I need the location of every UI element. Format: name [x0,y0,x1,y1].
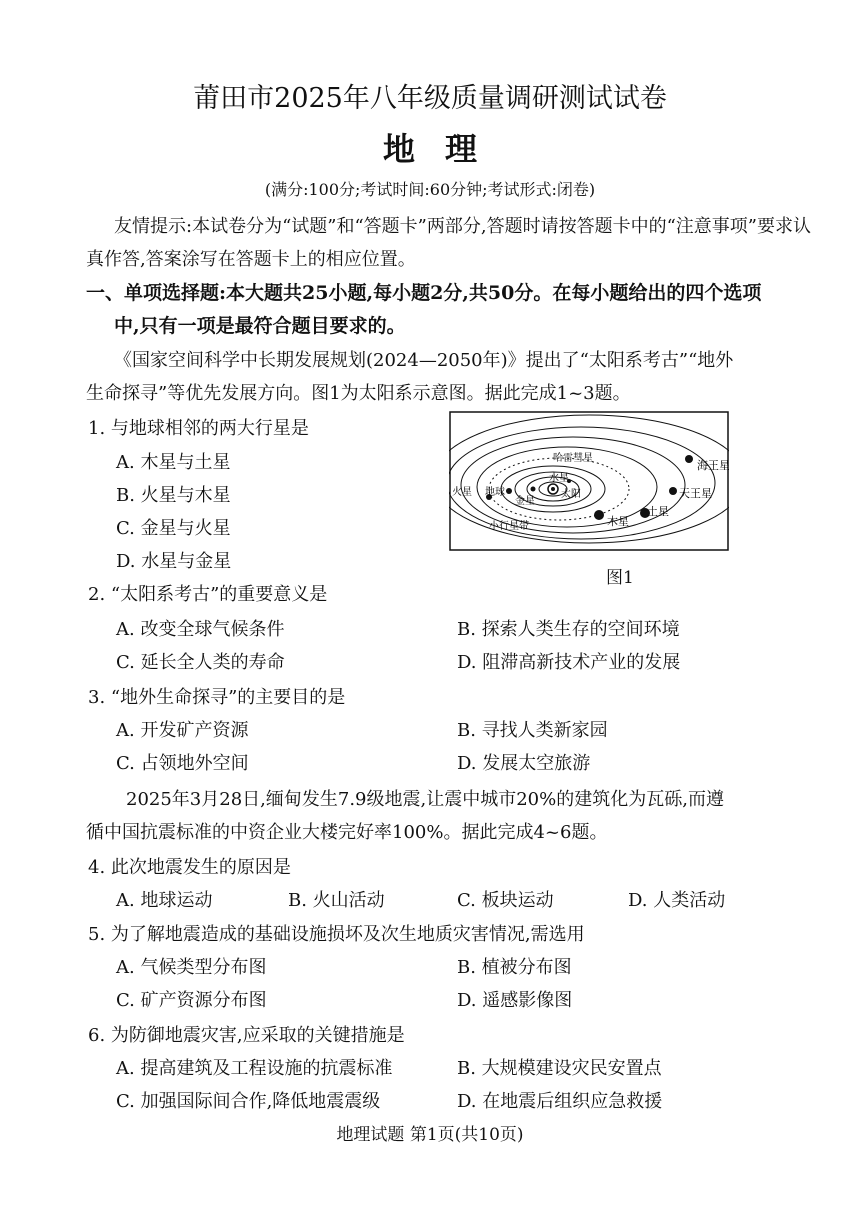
question-1-stem: 1. 与地球相邻的两大行星是 [88,418,309,439]
question-2-option-b: B. 探索人类生存的空间环境 [457,619,680,640]
label-uranus: 天王星 [679,487,712,500]
question-2-option-c: C. 延长全人类的寿命 [116,652,285,673]
question-4-option-a: A. 地球运动 [116,890,213,911]
question-1-option-d: D. 水星与金星 [116,551,232,572]
question-5-option-c: C. 矿产资源分布图 [116,990,267,1011]
question-1-option-c: C. 金星与火星 [116,518,231,539]
passage2-line-2: 循中国抗震标准的中资企业大楼完好率100%。据此完成4~6题。 [86,822,608,843]
question-3-option-a: A. 开发矿产资源 [116,720,249,741]
section-heading-line-1: 一、单项选择题:本大题共25小题,每小题2分,共50分。在每小题给出的四个选项 [86,282,762,304]
question-5-option-b: B. 植被分布图 [457,957,572,978]
label-mercury: 水星 [549,473,569,484]
question-2-option-d: D. 阻滞高新技术产业的发展 [457,652,681,673]
solar-system-diagram [449,411,729,551]
figure-caption: 图1 [606,568,634,588]
passage1-line-2: 生命探寻”等优先发展方向。图1为太阳系示意图。据此完成1~3题。 [86,383,631,404]
notice-line-2: 真作答,答案涂写在答题卡上的相应位置。 [86,249,416,270]
question-6-stem: 6. 为防御地震灾害,应采取的关键措施是 [88,1025,405,1046]
question-4-stem: 4. 此次地震发生的原因是 [88,857,291,878]
exam-title: 莆田市2025年八年级质量调研测试试卷 [193,83,667,114]
label-earth: 地球 [485,487,505,498]
question-2-stem: 2. “太阳系考古”的重要意义是 [88,584,328,605]
question-6-option-c: C. 加强国际间合作,降低地震震级 [116,1091,381,1112]
question-4-option-d: D. 人类活动 [628,890,726,911]
passage1-line-1: 《国家空间科学中长期发展规划(2024—2050年)》提出了“太阳系考古”“地外 [114,350,734,371]
question-6-option-b: B. 大规模建设灾民安置点 [457,1058,662,1079]
label-neptune: 海王星 [697,459,729,472]
exam-info: (满分:100分;考试时间:60分钟;考试形式:闭卷) [264,180,596,199]
question-2-option-a: A. 改变全球气候条件 [116,619,285,640]
label-comet: 哈雷彗星 [553,453,593,464]
notice-line-1: 友情提示:本试卷分为“试题”和“答题卡”两部分,答题时请按答题卡中的“注意事项”要求认 [114,216,811,237]
question-3-stem: 3. “地外生命探寻”的主要目的是 [88,687,346,708]
label-asteroid-belt: 小行星带 [489,521,529,532]
question-6-option-a: A. 提高建筑及工程设施的抗震标准 [116,1058,393,1079]
label-mars: 火星 [452,487,472,498]
question-5-option-d: D. 遥感影像图 [457,990,573,1011]
question-5-stem: 5. 为了解地震造成的基础设施损坏及次生地质灾害情况,需选用 [88,924,585,945]
label-venus: 金星 [515,496,535,507]
section-heading-line-2: 中,只有一项是最符合题目要求的。 [114,315,406,337]
passage2-line-1: 2025年3月28日,缅甸发生7.9级地震,让震中城市20%的建筑化为瓦砾,而遵 [126,789,724,810]
solar-system-figure [449,411,729,551]
question-5-option-a: A. 气候类型分布图 [116,957,267,978]
question-6-option-d: D. 在地震后组织应急救援 [457,1091,663,1112]
page-footer: 地理试题 第1页(共10页) [336,1125,524,1145]
label-sun: 太阳 [561,489,581,500]
question-1-option-b: B. 火星与木星 [116,485,231,506]
label-saturn: 土星 [647,505,669,518]
question-4-option-c: C. 板块运动 [457,890,554,911]
subject-title: 地理 [382,130,507,168]
question-3-option-c: C. 占领地外空间 [116,753,249,774]
question-3-option-d: D. 发展太空旅游 [457,753,591,774]
label-jupiter: 木星 [607,515,629,528]
question-1-option-a: A. 木星与土星 [116,452,231,473]
question-4-option-b: B. 火山活动 [288,890,385,911]
question-3-option-b: B. 寻找人类新家园 [457,720,608,741]
